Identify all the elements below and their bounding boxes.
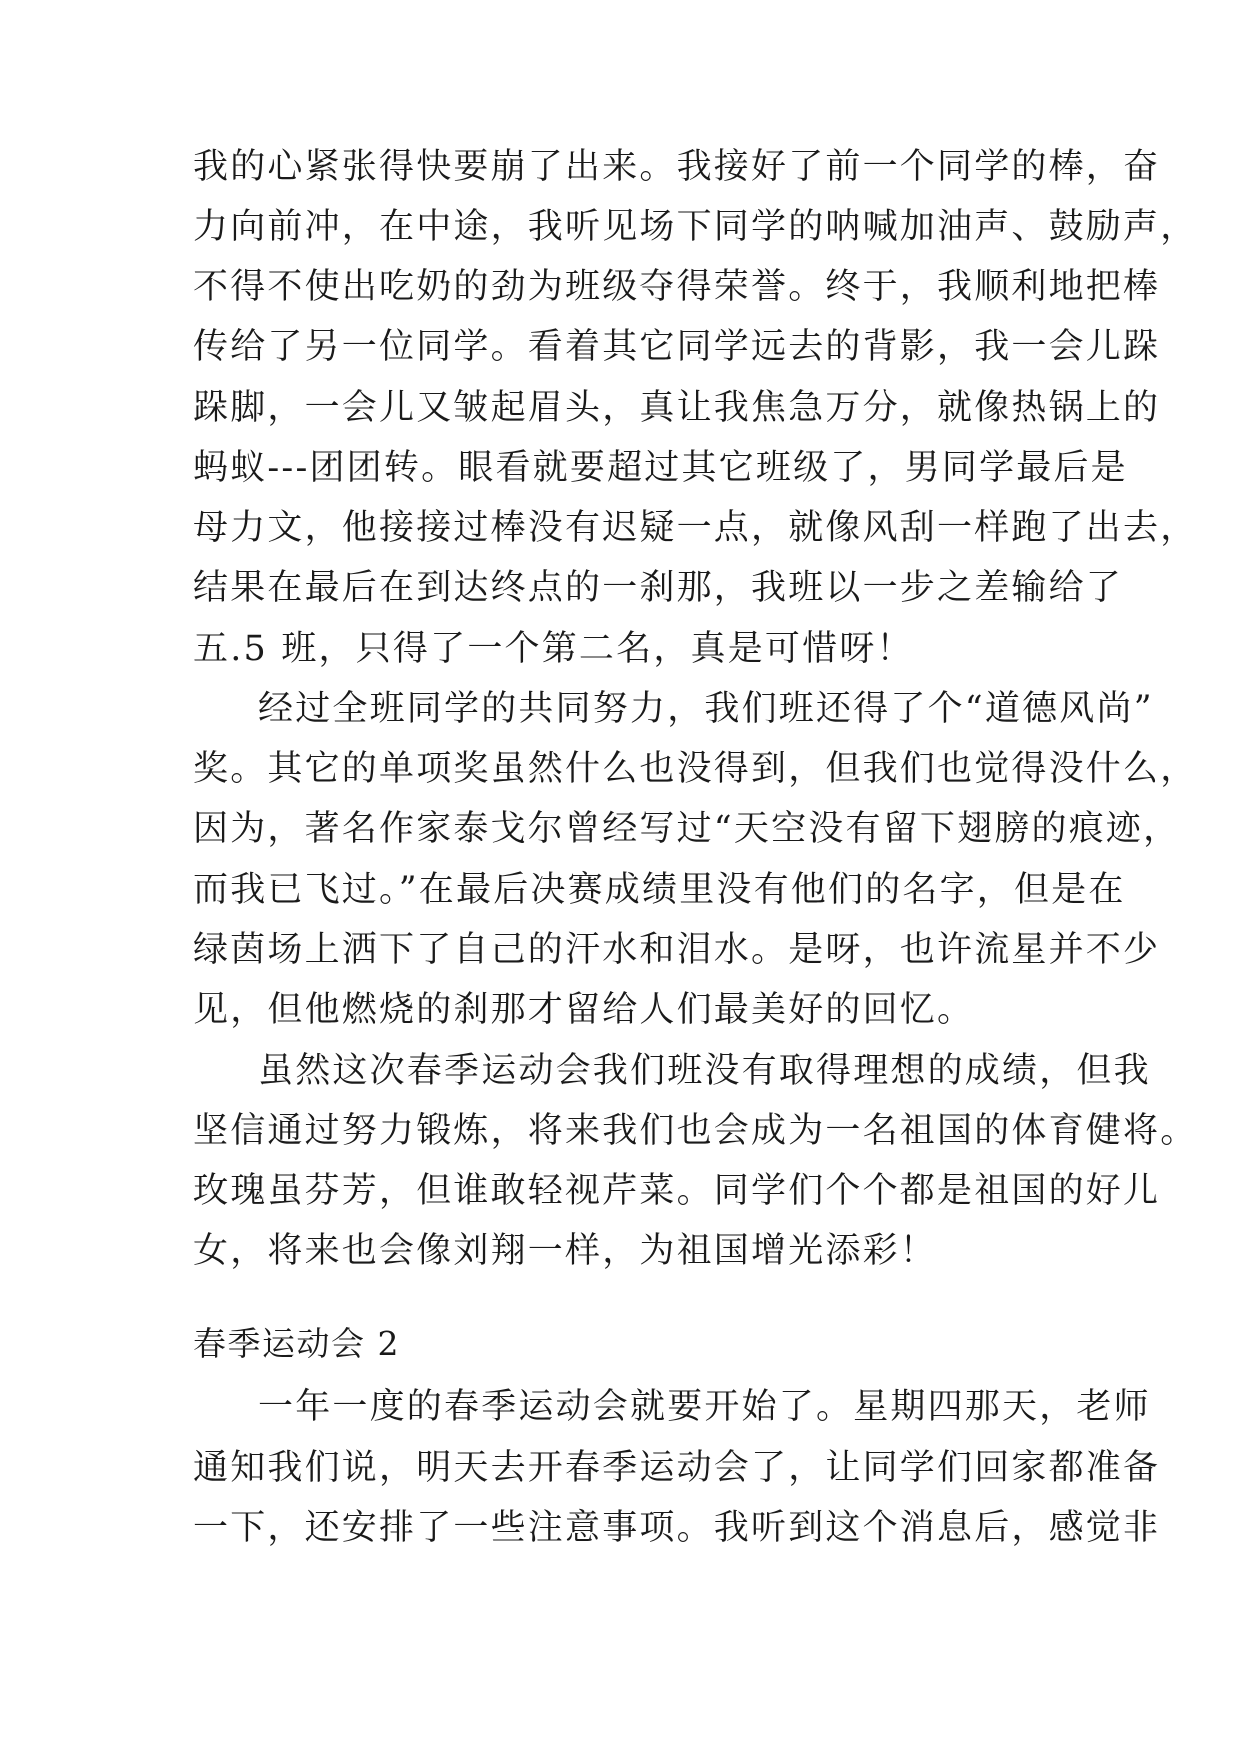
text-line: 因为，著名作家泰戈尔曾经写过“天空没有留下翅膀的痕迹，: [193, 809, 1181, 849]
text-line: 一下，还安排了一些注意事项。我听到这个消息后，感觉非: [193, 1508, 1161, 1548]
text-line: 蚂蚁---团团转。眼看就要超过其它班级了，男同学最后是: [193, 448, 1128, 488]
text-line: 力向前冲，在中途，我听见场下同学的呐喊加油声、鼓励声，: [193, 207, 1198, 247]
text-line: 绿茵场上洒下了自己的汗水和泪水。是呀，也许流星并不少: [193, 930, 1161, 970]
text-line: 而我已飞过。”在最后决赛成绩里没有他们的名字，但是在: [193, 870, 1126, 910]
text-line: 母力文，他接接过棒没有迟疑一点，就像风刮一样跑了出去，: [193, 508, 1198, 548]
text-line: 坚信通过努力锻炼，将来我们也会成为一名祖国的体育健将。: [193, 1111, 1198, 1151]
text-line: 一年一度的春季运动会就要开始了。星期四那天，老师: [258, 1387, 1151, 1427]
text-line: 传给了另一位同学。看着其它同学远去的背影，我一会儿跺: [193, 327, 1161, 367]
text-line: 奖。其它的单项奖虽然什么也没得到，但我们也觉得没什么，: [193, 749, 1198, 789]
text-line: 玫瑰虽芬芳，但谁敢轻视芹菜。同学们个个都是祖国的好儿: [193, 1171, 1161, 1211]
text-line: 我的心紧张得快要崩了出来。我接好了前一个同学的棒，奋: [193, 147, 1161, 187]
text-line: 经过全班同学的共同努力，我们班还得了个“道德风尚”: [258, 689, 1154, 729]
text-line: 女，将来也会像刘翔一样，为祖国增光添彩！: [193, 1231, 938, 1271]
text-line: 跺脚，一会儿又皱起眉头，真让我焦急万分，就像热锅上的: [193, 388, 1161, 428]
text-line: 虽然这次春季运动会我们班没有取得理想的成绩，但我: [258, 1051, 1151, 1091]
text-line: 见，但他燃烧的刹那才留给人们最美好的回忆。: [193, 990, 975, 1030]
section-title: 春季运动会 2: [193, 1324, 400, 1363]
text-line: 通知我们说，明天去开春季运动会了，让同学们回家都准备: [193, 1448, 1161, 1488]
text-line: 不得不使出吃奶的劲为班级夺得荣誉。终于，我顺利地把棒: [193, 267, 1161, 307]
text-line: 五.5 班，只得了一个第二名，真是可惜呀！: [193, 629, 914, 669]
text-line: 结果在最后在到达终点的一刹那，我班以一步之差输给了: [193, 568, 1124, 608]
